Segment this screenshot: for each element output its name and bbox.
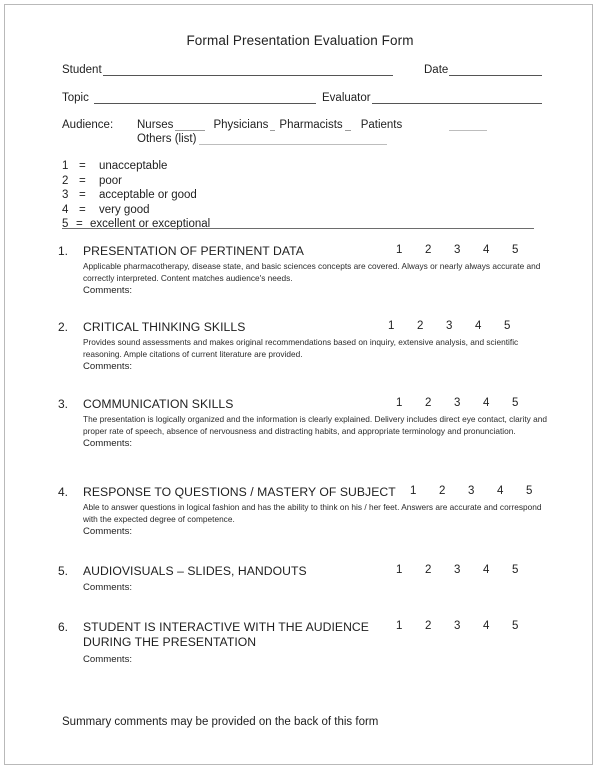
scale-description: unacceptable xyxy=(99,160,168,172)
rating-option-4[interactable]: 4 xyxy=(483,244,490,256)
scale-row xyxy=(62,218,210,233)
audience-label: Audience: xyxy=(62,119,114,131)
page-title: Formal Presentation Evaluation Form xyxy=(186,33,414,48)
audience-others-label: Others (list) xyxy=(137,133,197,145)
footer-note: Summary comments may be provided on the back of this form xyxy=(62,716,379,728)
item-header xyxy=(58,485,550,500)
rating-option-2[interactable]: 2 xyxy=(425,564,432,576)
item-comments-label[interactable]: Comments: xyxy=(83,654,133,665)
item-title: STUDENT IS INTERACTIVE WITH THE AUDIENCE xyxy=(83,620,369,634)
scale-equals: = xyxy=(79,174,86,187)
item-header xyxy=(58,320,550,335)
rating-option-1[interactable]: 1 xyxy=(396,397,403,409)
rating-options[interactable] xyxy=(388,320,510,332)
scale-row xyxy=(62,160,210,175)
item-title: AUDIOVISUALS – SLIDES, HANDOUTS xyxy=(83,564,307,578)
item-comments-label[interactable]: Comments: xyxy=(83,285,133,297)
rating-options[interactable] xyxy=(410,485,532,497)
audience-option-label: Patients xyxy=(360,119,403,131)
audience-nurses-line[interactable] xyxy=(175,119,205,131)
evaluation-item-2 xyxy=(58,320,550,372)
scale-description: acceptable or good xyxy=(99,189,197,201)
date-input-line[interactable] xyxy=(449,64,542,76)
scale-description: very good xyxy=(99,203,150,216)
rating-option-5[interactable]: 5 xyxy=(504,320,511,332)
topic-field-row xyxy=(62,92,316,104)
audience-option-physicians[interactable] xyxy=(213,119,275,131)
evaluator-label: Evaluator xyxy=(322,92,371,104)
audience-option-label: Physicians xyxy=(213,119,269,131)
item-header xyxy=(58,397,550,412)
audience-options-row xyxy=(62,119,487,131)
item-header xyxy=(58,564,550,579)
date-field-row xyxy=(424,64,542,76)
date-label: Date xyxy=(424,64,449,76)
audience-option-label: Nurses xyxy=(137,119,174,131)
item-number: 3. xyxy=(58,397,69,411)
evaluation-item-4 xyxy=(58,485,550,537)
rating-option-2[interactable]: 2 xyxy=(425,244,432,256)
scale-equals: = xyxy=(79,189,86,201)
audience-option-label: Pharmacists xyxy=(279,119,343,131)
scale-description: poor xyxy=(99,174,123,187)
scale-number: 4 xyxy=(62,203,69,216)
rating-option-2[interactable]: 2 xyxy=(425,397,432,409)
rating-options[interactable] xyxy=(396,397,518,409)
audience-option-patients[interactable] xyxy=(361,119,404,131)
scale-row xyxy=(62,204,210,219)
evaluation-item-5 xyxy=(58,564,550,593)
rating-option-4[interactable]: 4 xyxy=(483,564,490,576)
rating-option-3[interactable]: 3 xyxy=(454,244,461,256)
scale-row xyxy=(62,175,210,190)
student-field-row xyxy=(62,64,393,76)
item-description: Applicable pharmacotherapy, disease state, and basic sciences concepts are covered. Always or nearly always accurate and correctly interpreted. Content matches audience's needs. xyxy=(83,261,541,283)
rating-option-2[interactable]: 2 xyxy=(439,485,446,497)
item-comments-label[interactable]: Comments: xyxy=(83,526,133,538)
evaluator-input-line[interactable] xyxy=(372,92,542,104)
item-title: COMMUNICATION SKILLS xyxy=(83,397,234,411)
rating-option-3[interactable]: 3 xyxy=(454,564,461,576)
scale-equals: = xyxy=(76,218,83,230)
item-number: 5. xyxy=(58,564,69,578)
item-comments-label[interactable]: Comments: xyxy=(83,438,133,450)
item-number: 1. xyxy=(58,244,69,258)
rating-option-5[interactable]: 5 xyxy=(512,620,519,632)
scale-row xyxy=(62,189,210,204)
student-label: Student xyxy=(62,64,102,76)
audience-option-pharmacists[interactable] xyxy=(279,119,350,131)
scale-number: 1 xyxy=(62,160,69,172)
rating-option-1[interactable]: 1 xyxy=(396,244,403,256)
rating-option-4[interactable]: 4 xyxy=(483,620,490,632)
rating-option-1[interactable]: 1 xyxy=(410,485,417,497)
item-description: The presentation is logically organized and the information is clearly explained. Delivery includes direct eye contact, clarity and proper rate of speech, absence of nervousness and distracting habits, and appropriate terminology and pronunciation. xyxy=(83,414,547,436)
rating-option-1[interactable]: 1 xyxy=(396,620,403,632)
audience-others-line[interactable] xyxy=(199,133,387,145)
item-comments-label[interactable]: Comments: xyxy=(83,361,133,373)
scale-separator-line xyxy=(62,228,534,229)
scale-equals: = xyxy=(79,160,86,172)
item-comments-label[interactable]: Comments: xyxy=(83,582,133,593)
audience-pharmacists-line[interactable] xyxy=(345,119,351,131)
evaluation-item-6 xyxy=(58,620,550,665)
rating-option-5[interactable]: 5 xyxy=(512,244,519,256)
item-description: Provides sound assessments and makes original recommendations based on inquiry, extensive analysis, and scientific reasoning. Ample citations of current literature are provided. xyxy=(83,337,519,359)
rating-option-1[interactable]: 1 xyxy=(396,564,403,576)
rating-option-2[interactable]: 2 xyxy=(425,620,432,632)
rating-option-3[interactable]: 3 xyxy=(454,620,461,632)
item-number: 2. xyxy=(58,320,69,334)
audience-option-nurses[interactable] xyxy=(137,119,205,131)
topic-input-line[interactable] xyxy=(94,92,316,104)
item-title: CRITICAL THINKING SKILLS xyxy=(83,320,246,334)
audience-others-row xyxy=(62,133,487,145)
topic-label: Topic xyxy=(62,92,89,104)
rating-option-3[interactable]: 3 xyxy=(468,485,475,497)
rating-option-5[interactable]: 5 xyxy=(512,564,519,576)
item-description: Able to answer questions in logical fashion and has the ability to think on his / her feet. Answers are accurate and correspond with the expected degree of competence. xyxy=(83,502,542,524)
item-title-line2: DURING THE PRESENTATION xyxy=(83,635,257,649)
item-number: 4. xyxy=(58,485,69,499)
rating-scale-legend xyxy=(62,160,210,233)
rating-option-1[interactable]: 1 xyxy=(388,320,395,332)
evaluation-item-1 xyxy=(58,244,550,296)
rating-options[interactable] xyxy=(396,244,518,256)
rating-options[interactable] xyxy=(396,564,518,576)
rating-options[interactable] xyxy=(396,620,518,632)
item-header xyxy=(58,244,550,259)
audience-block xyxy=(62,119,487,145)
item-number: 6. xyxy=(58,620,69,634)
student-input-line[interactable] xyxy=(103,64,393,76)
audience-extra-line[interactable] xyxy=(449,119,487,131)
rating-option-2[interactable]: 2 xyxy=(417,320,424,332)
scale-equals: = xyxy=(79,203,86,216)
rating-option-4[interactable]: 4 xyxy=(497,485,504,497)
item-title: RESPONSE TO QUESTIONS / MASTERY OF SUBJECT xyxy=(83,485,396,499)
rating-option-4[interactable]: 4 xyxy=(475,320,482,332)
audience-physicians-line[interactable] xyxy=(270,119,275,131)
evaluator-field-row xyxy=(322,92,542,104)
scale-number: 5 xyxy=(62,218,69,230)
rating-option-5[interactable]: 5 xyxy=(512,397,519,409)
evaluation-item-3 xyxy=(58,397,550,449)
rating-option-4[interactable]: 4 xyxy=(483,397,490,409)
item-title: PRESENTATION OF PERTINENT DATA xyxy=(83,244,304,258)
rating-option-5[interactable]: 5 xyxy=(526,485,533,497)
scale-number: 3 xyxy=(62,189,69,201)
rating-option-3[interactable]: 3 xyxy=(454,397,461,409)
item-header xyxy=(58,620,550,652)
scale-description: excellent or exceptional xyxy=(90,218,211,230)
rating-option-3[interactable]: 3 xyxy=(446,320,453,332)
scale-number: 2 xyxy=(62,174,69,187)
